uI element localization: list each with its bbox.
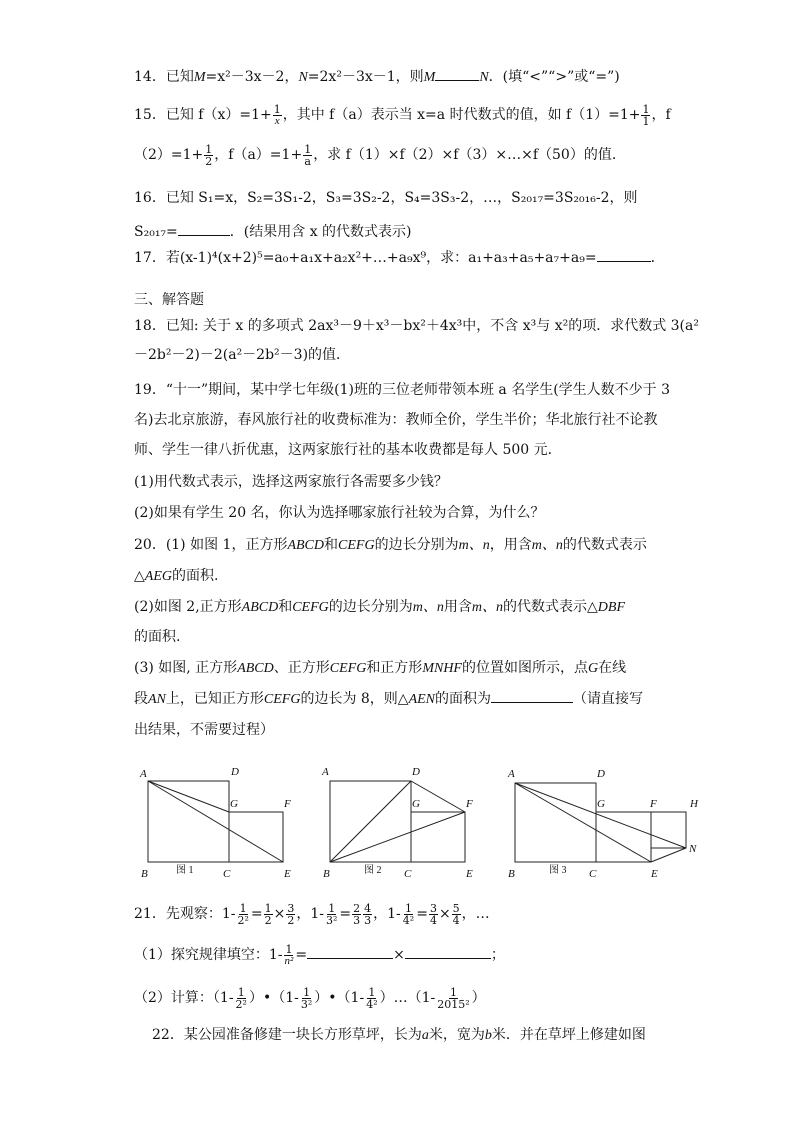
- figure-caption: 图 1: [176, 865, 194, 876]
- q15-line1: [134, 100, 671, 130]
- label-c: C: [404, 868, 412, 880]
- q20-text: 在线: [598, 660, 627, 676]
- q14-text-b: ，则: [395, 69, 424, 85]
- label-b: B: [141, 868, 148, 880]
- var-AN: AN: [148, 692, 166, 707]
- q20-text: ，用含: [489, 537, 532, 553]
- num: 1: [368, 985, 376, 999]
- q20-text: 的面积.: [172, 568, 219, 584]
- num: 1: [642, 102, 650, 116]
- var-ABCD: ABCD: [287, 538, 325, 553]
- q14-text-c: ．(填“<”“>”或“=”): [488, 69, 620, 85]
- q21-text: ）…（1-: [379, 990, 436, 1006]
- q21-text: =: [416, 906, 428, 922]
- var-mn: m、n: [412, 600, 444, 615]
- label-g: G: [412, 798, 420, 810]
- label-d: D: [412, 766, 420, 778]
- q14-text-a: 14．已知: [134, 69, 194, 85]
- q22-text: 22．某公园准备修建一块长方形草坪，长为: [152, 1027, 422, 1043]
- label-e: E: [284, 868, 291, 880]
- label-f: F: [284, 798, 291, 810]
- q18-line2: －2b²－2)－2(a²－2b²－3)的值．: [134, 347, 351, 363]
- fraction: [264, 903, 273, 926]
- square-abcd: [148, 781, 229, 862]
- num: 1: [285, 942, 293, 956]
- fraction: [204, 144, 213, 167]
- figure-3: [515, 783, 686, 862]
- segment-ae: [148, 781, 283, 862]
- q15-text: （2）=1+: [134, 147, 204, 163]
- fraction: [325, 903, 338, 926]
- q17-text: ．: [650, 250, 665, 266]
- var-b: b: [484, 1028, 492, 1043]
- answer-blank[interactable]: [435, 80, 479, 81]
- q14-line: [134, 67, 620, 88]
- q21-part2: [134, 983, 486, 1013]
- fraction: [365, 987, 378, 1010]
- q21-text: ，1-: [296, 906, 324, 922]
- q21-text: （1）探究规律填空：1-: [134, 947, 283, 963]
- label-g: G: [597, 798, 605, 810]
- num: 1: [449, 985, 457, 999]
- var-CEFG: CEFG: [263, 692, 301, 707]
- q20-line6: [134, 689, 643, 710]
- square-mnhf: [651, 812, 686, 848]
- segment-bd: [330, 781, 411, 862]
- q19-line2: 名)去北京旅游，春风旅行社的收费标准为：教师全价，学生半价；华北旅行社不论教: [134, 412, 658, 428]
- answer-blank[interactable]: [405, 958, 491, 959]
- var-AEN: AEN: [408, 692, 436, 707]
- var-AEG: AEG: [144, 569, 172, 584]
- fraction: [641, 104, 650, 127]
- num: 3: [429, 901, 437, 915]
- q20-text: 的边长分别为: [374, 537, 459, 553]
- q20-line7: 出结果，不需要过程）: [134, 722, 274, 738]
- var-mn: m、n: [531, 538, 563, 553]
- q20-text: 、正方形: [273, 660, 330, 676]
- var-CEFG: CEFG: [292, 600, 329, 615]
- q15-text: ，求 f（1）×f（2）×f（3）×…×f（50）的值．: [313, 147, 626, 163]
- q20-line5: [134, 658, 626, 679]
- figure-2: [330, 781, 465, 862]
- q20-text: 的边长分别为: [328, 599, 413, 615]
- fraction: [352, 903, 361, 926]
- label-a: A: [140, 768, 147, 780]
- q20-text: 和: [324, 537, 339, 553]
- answer-blank[interactable]: [491, 702, 573, 703]
- segment-bf: [330, 812, 465, 862]
- label-n: N: [689, 843, 697, 855]
- square-cefg: [411, 812, 465, 862]
- num: 1: [328, 901, 336, 915]
- label-h: H: [690, 798, 698, 810]
- fraction: [300, 987, 313, 1010]
- label-f: F: [650, 798, 657, 810]
- segment-ag: [148, 781, 229, 812]
- answer-blank[interactable]: [307, 958, 393, 959]
- var-ABCD: ABCD: [237, 661, 274, 676]
- den: 2: [264, 913, 272, 927]
- fraction: [284, 944, 295, 967]
- label-e: E: [466, 868, 473, 880]
- num: 1: [304, 142, 312, 156]
- q20-text: △: [134, 568, 145, 584]
- segment-an: [515, 783, 686, 848]
- fraction: [236, 903, 249, 926]
- segment-ae: [515, 783, 651, 862]
- den: n²: [284, 954, 294, 967]
- den: 2²: [237, 913, 249, 927]
- den: 4²: [402, 913, 415, 927]
- q18-line1: 18．已知: 关于 x 的多项式 2ax³－9＋x³－bx²＋4x³中，不含 x³与 x²的项．求代数式 3(a²: [134, 318, 699, 334]
- q16-line2: [134, 222, 412, 242]
- var-CEFG: CEFG: [338, 538, 375, 553]
- q19-line1: 19．“十一”期间，某中学七年级(1)班的三位老师带领本班 a 名学生(学生人数不少于 3: [134, 382, 671, 398]
- q16-text: ．(结果用含 x 的代数式表示): [229, 224, 412, 240]
- q20-text: 段: [134, 691, 148, 707]
- section-title: 三、解答题: [134, 292, 204, 308]
- q16-line1: 16．已知 S₁=x，S₂=3S₁-2，S₃=3S₂-2，S₄=3S₃-2，…，S₂₀₁₇=3S₂₀₁₆-2，则: [134, 190, 638, 206]
- segment-en: [651, 848, 686, 862]
- q20-text: (2)如图 2,正方形: [134, 599, 242, 615]
- den: 2: [205, 154, 213, 168]
- label-d: D: [231, 766, 239, 778]
- q17-text: 17．若(x-1)⁴(x+2)⁵=a₀+a₁x+a₂x²+…+a₉x⁹，求：a₁+a₃+a₅+a₇+a₉=: [134, 250, 597, 266]
- den: 3: [353, 913, 361, 927]
- var-DBF: DBF: [597, 600, 626, 615]
- q21-text: ×: [438, 906, 451, 922]
- label-b: B: [323, 868, 330, 880]
- fraction: [363, 903, 372, 926]
- q20-text: 的代数式表示△: [503, 599, 598, 615]
- var-MNHF: MNHF: [422, 661, 462, 676]
- q21-text: =: [295, 947, 308, 963]
- q14-eq2: =2x²－3x－1: [307, 69, 396, 85]
- fraction: [303, 144, 312, 167]
- q20-text: 20．(1) 如图 1，正方形: [134, 537, 288, 553]
- fraction: [429, 903, 438, 926]
- q20-line4: 的面积.: [134, 629, 181, 645]
- q22-line: [152, 1025, 646, 1046]
- var-N: N: [298, 70, 308, 85]
- var-a: a: [421, 1028, 429, 1043]
- num: 1: [239, 901, 247, 915]
- var-mn: m、n: [471, 600, 504, 615]
- den: 2: [287, 913, 295, 927]
- q21-text: ）•（1-: [248, 990, 299, 1006]
- den: x: [274, 114, 280, 127]
- q20-text: 上，已知正方形: [165, 691, 264, 707]
- num: 4: [364, 901, 372, 915]
- q20-text: (3) 如图, 正方形: [134, 660, 238, 676]
- num: 1: [404, 901, 412, 915]
- figure-caption: 图 2: [364, 865, 382, 876]
- num: 1: [264, 901, 272, 915]
- fraction: [286, 903, 295, 926]
- q20-text: 和正方形: [366, 660, 423, 676]
- var-mn: m、n: [458, 538, 490, 553]
- den: 2015²: [437, 997, 470, 1011]
- q21-text: 21．先观察：1-: [134, 906, 236, 922]
- fraction: [402, 903, 415, 926]
- square-cefg: [229, 812, 283, 862]
- num: 1: [237, 985, 245, 999]
- figure-caption: 图 3: [549, 865, 567, 876]
- q14-eq1: =x²－3x－2，: [205, 69, 299, 85]
- q21-text: ×: [273, 906, 286, 922]
- den: 4: [429, 913, 437, 927]
- q21-text: ）•（1-: [314, 990, 365, 1006]
- var-M-2: M: [423, 70, 436, 85]
- q21-text: ，1-: [373, 906, 401, 922]
- q15-text: 15．已知 f（x）=1+: [134, 107, 272, 123]
- q15-text: ，f（a）=1+: [214, 147, 303, 163]
- den: 3²: [325, 913, 338, 927]
- label-e: E: [651, 868, 658, 880]
- q21-line1: [134, 899, 490, 929]
- fraction: [452, 903, 461, 926]
- den: 3²: [300, 997, 313, 1011]
- fraction: [273, 104, 282, 127]
- num: 5: [452, 901, 460, 915]
- den: a: [304, 154, 311, 168]
- q20-line2: [134, 566, 218, 587]
- q15-text: ，其中 f（a）表示当 x=a 时代数式的值，如 f（1）=1+: [282, 107, 641, 123]
- var-M: M: [193, 70, 206, 85]
- den: 4: [452, 913, 460, 927]
- q21-text: （2）计算：（1-: [134, 990, 234, 1006]
- q22-text: 米．并在草坪上修建如图: [491, 1027, 646, 1043]
- answer-blank[interactable]: [597, 261, 651, 262]
- label-a: A: [508, 768, 515, 780]
- num: 2: [353, 901, 361, 915]
- var-N-2: N: [479, 70, 489, 85]
- label-f: F: [466, 798, 473, 810]
- q20-text: 用含: [443, 599, 472, 615]
- square-cefg: [596, 812, 651, 862]
- figure-1: [148, 781, 283, 862]
- q21-text: ，…: [461, 906, 490, 922]
- q21-text: =: [250, 906, 263, 922]
- q20-text: 的边长为 8，则△: [300, 691, 409, 707]
- q21-text: =: [339, 906, 352, 922]
- q20-text: 的面积为: [435, 691, 492, 707]
- num: 3: [287, 901, 295, 915]
- den: 3: [364, 913, 372, 927]
- fraction: [235, 987, 248, 1010]
- var-G: G: [587, 661, 599, 676]
- den: 2²: [235, 997, 247, 1011]
- num: 1: [205, 142, 213, 156]
- answer-blank[interactable]: [178, 235, 230, 236]
- q21-text: ）: [471, 990, 486, 1006]
- label-g: G: [230, 798, 238, 810]
- q20-text: （请直接写: [573, 691, 644, 707]
- den: 1: [642, 114, 650, 128]
- q20-text: 的位置如图所示，点: [461, 660, 588, 676]
- label-b: B: [508, 868, 515, 880]
- q20-line3: [134, 597, 625, 618]
- q21-text: ；: [490, 947, 505, 963]
- var-CEFG: CEFG: [329, 661, 367, 676]
- q17-line: [134, 248, 665, 268]
- num: 1: [303, 985, 311, 999]
- fraction: [436, 987, 470, 1010]
- q21-text: ×: [393, 947, 405, 963]
- label-a: A: [322, 766, 329, 778]
- q15-text: ，f: [651, 107, 671, 123]
- q20-line1: [134, 535, 647, 556]
- q15-line2: [134, 140, 626, 170]
- q16-text: S₂₀₁₇=: [134, 224, 178, 240]
- q19-part2: (2)如果有学生 20 名，你认为选择哪家旅行社较为合算，为什么？: [134, 505, 545, 521]
- var-ABCD: ABCD: [241, 600, 279, 615]
- q19-part1: (1)用代数式表示，选择这两家旅行各需要多少钱？: [134, 474, 448, 490]
- label-d: D: [597, 768, 605, 780]
- figures: [0, 755, 794, 885]
- den: 4²: [366, 997, 378, 1011]
- label-c: C: [589, 868, 597, 880]
- q20-text: 的代数式表示: [562, 537, 647, 553]
- q20-text: 和: [278, 599, 293, 615]
- num: 1: [273, 102, 281, 116]
- q22-text: 米，宽为: [428, 1027, 485, 1043]
- q21-part1: [134, 940, 505, 970]
- label-c: C: [223, 868, 231, 880]
- q19-line3: 师、学生一律八折优惠，这两家旅行社的基本收费都是每人 500 元．: [134, 442, 562, 458]
